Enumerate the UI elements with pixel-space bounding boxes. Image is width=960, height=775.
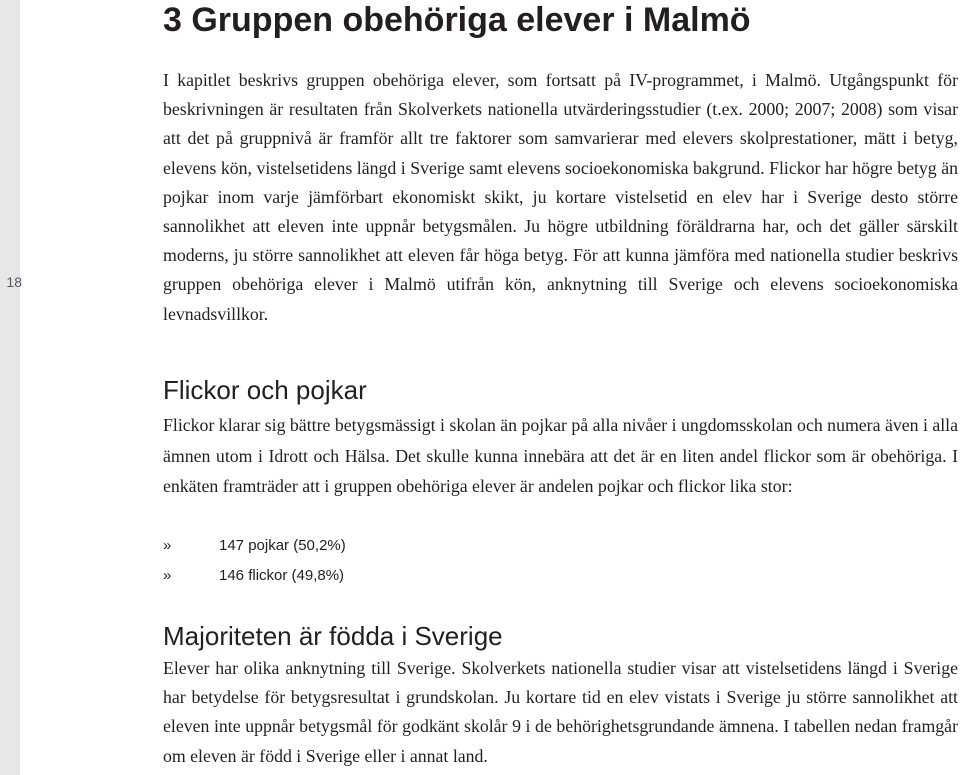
list-item — [163, 561, 346, 591]
flickor-paragraph: Flickor klarar sig bättre betygsmässigt i skolan än pojkar på alla nivåer i ungdomsskolan och numera även i alla ämnen utom i Idrott och Hälsa. Det skulle kunna innebära att det är en liten andel flickor som är obehöriga. I enkäten framträder att i gruppen obehöriga elever är andelen pojkar och flickor lika stor: — [163, 415, 958, 496]
section-heading-fodda-i-sverige: Majoriteten är födda i Sverige — [163, 621, 503, 651]
page-number: 18 — [6, 274, 22, 290]
chapter-title: 3 Gruppen obehöriga elever i Malmö — [163, 1, 751, 39]
fodda-paragraph: Elever har olika anknytning till Sverige. Skolverkets nationella studier visar att vistelsetidens längd i Sverige har betydelse för betygsresultat i grundskolan. Ju kortare tid en elev vistats i Sverige ju större sannolikhet att eleven inte uppnår betygsmål för godkänt skolår 9 i de behörighetsgrundande ämnena. I tabellen nedan framgår om eleven är född i Sverige eller i annat land. — [163, 658, 958, 766]
bullet-marker: » — [163, 537, 172, 554]
list-item — [163, 531, 346, 561]
section-heading-flickor-och-pojkar: Flickor och pojkar — [163, 375, 367, 405]
intro-paragraph: I kapitlet beskrivs gruppen obehöriga elever, som fortsatt på IV-programmet, i Malmö. Utgångspunkt för beskrivningen är resultaten från Skolverkets nationella utvärderingsstudier (t.ex. 2000; 2007; 2008) som visar att det på gruppnivå är framför allt tre faktorer som samvarierar med elevers skolprestationer, mätt i betyg, elevens kön, vistelsetidens längd i Sverige samt elevens socioekonomiska bakgrund. Flickor har högre betyg än pojkar inom varje jämförbart ekonomiskt skikt, ju kortare vistelsetid en elev har i Sverige desto större sannolikhet att eleven inte uppnår betygsmålen. Ju högre utbildning föräldrarna har, och det gäller särskilt moderns, ju större sannolikhet att eleven får höga betyg. För att kunna jämföra med nationella studier beskrivs gruppen obehöriga elever i Malmö utifrån kön, anknytning till Sverige och elevens socioekonomiska levnadsvillkor. — [163, 70, 958, 324]
gender-stats-list — [163, 531, 346, 591]
page-margin-bar — [0, 0, 20, 775]
stat-pojkar: 147 pojkar (50,2%) — [219, 537, 346, 554]
stat-flickor: 146 flickor (49,8%) — [219, 567, 345, 584]
bullet-marker: » — [163, 567, 172, 584]
